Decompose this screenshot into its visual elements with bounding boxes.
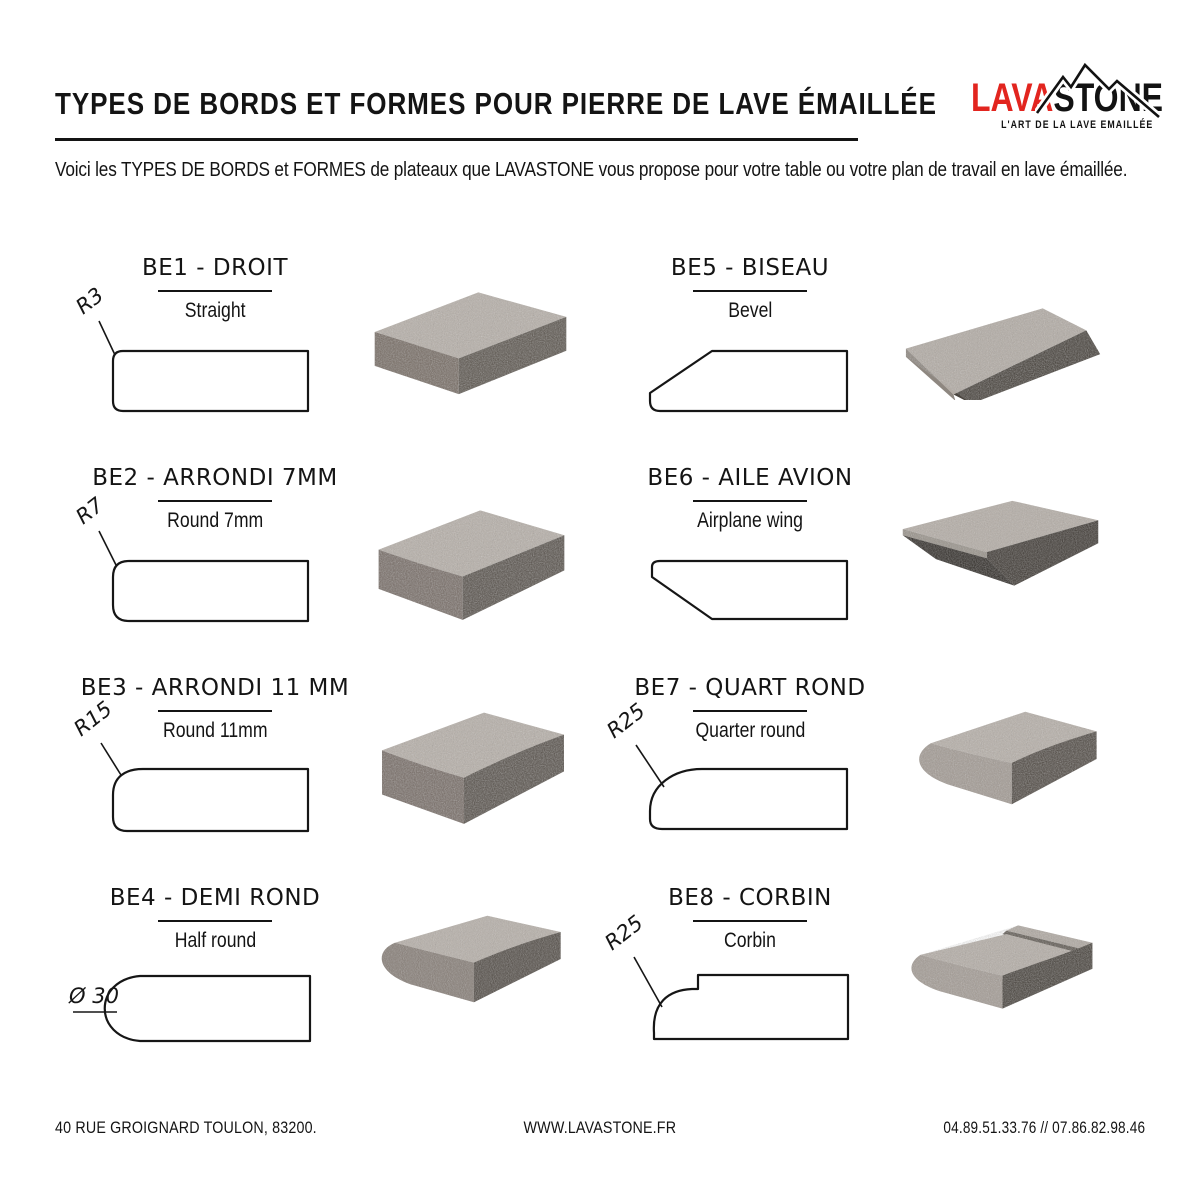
profile-drawing-be4 [55, 893, 375, 1063]
edge-subtitle: Straight [184, 299, 246, 322]
edge-title: BE7 - QUART ROND [634, 675, 866, 701]
edge-title: BE1 - DROIT [142, 255, 288, 281]
dimension-leader [99, 321, 115, 355]
mountain-halo [1037, 65, 1159, 117]
profile-drawing-be6 [590, 473, 910, 643]
stone-grain [382, 916, 561, 1002]
dimension-leader [99, 531, 116, 565]
edge-subtitle: Half round [174, 929, 256, 952]
brand-lava: LAVA [971, 76, 1054, 120]
dimension-label: R25 [600, 910, 648, 955]
edge-subtitle: Bevel [727, 299, 773, 322]
edge-profile-shape [650, 769, 847, 829]
edge-card-be6 [590, 455, 910, 650]
stone-image-be4 [366, 905, 578, 1013]
edge-title: BE8 - CORBIN [668, 885, 832, 911]
intro-text: Voici les TYPES DE BORDS et FORMES de plateaux que LAVASTONE vous propose pour votre table ou votre plan de travail en lave émaillée. [55, 158, 1128, 181]
edge-profile-shape [105, 976, 310, 1041]
brand-stone: STONE [1053, 76, 1164, 120]
edge-card-be8 [590, 875, 910, 1070]
stone-image-be6 [893, 492, 1108, 598]
lavastone-logo [923, 76, 1164, 131]
edge-profile-shape [652, 561, 847, 619]
edge-profile-shape [113, 769, 308, 831]
edge-subtitle: Corbin [724, 929, 776, 952]
brand-wordmark [923, 76, 1164, 120]
edge-profile-shape [654, 975, 848, 1039]
stone-grain [906, 308, 1100, 400]
edge-subtitle: Airplane wing [697, 509, 803, 532]
edge-subtitle: Round 7mm [166, 509, 264, 532]
dimension-label: Ø 30 [69, 984, 119, 1008]
dimension-label: R3 [71, 282, 109, 319]
edge-subtitle: Round 11mm [162, 719, 268, 742]
stone-grain [903, 501, 1098, 586]
dimension-leader [636, 745, 664, 787]
profile-drawing-be1 [55, 263, 375, 433]
edge-title: BE2 - ARRONDI 7MM [92, 465, 338, 491]
dimension-label: R7 [71, 492, 109, 529]
stone-image-be2 [363, 498, 578, 622]
dimension-leader [101, 743, 121, 775]
footer-address: 40 RUE GROIGNARD TOULON, 83200. [55, 1118, 317, 1137]
edge-card-be5 [590, 245, 910, 440]
mountain-icon [1035, 61, 1163, 119]
dimension-leader [634, 957, 662, 1007]
edge-card-be4 [55, 875, 375, 1070]
edge-card-be3 [55, 665, 375, 860]
dimension-label: R25 [602, 698, 650, 743]
edge-card-be7 [590, 665, 910, 860]
profile-drawing-be8 [590, 893, 910, 1063]
stone-image-be8 [895, 915, 1110, 1019]
stone-grain [919, 712, 1096, 804]
stone-grain [375, 292, 567, 394]
footer-phones: 04.89.51.33.76 // 07.86.82.98.46 [943, 1118, 1145, 1137]
edge-title: BE5 - BISEAU [670, 255, 830, 281]
stone-image-be5 [898, 290, 1116, 400]
edge-title: BE6 - AILE AVION [647, 465, 853, 491]
edge-subtitle: Quarter round [695, 719, 805, 742]
logo-tagline: L'ART DE LA LAVE EMAILLÉE [1000, 119, 1153, 131]
page-title-text: TYPES DE BORDS ET FORMES POUR PIERRE DE LAVE ÉMAILLÉE [55, 86, 937, 121]
profile-drawing-be7 [590, 683, 910, 853]
stone-grain [379, 510, 565, 620]
edge-profile-shape [650, 351, 847, 411]
stone-image-be1 [363, 283, 578, 396]
profile-drawing-be5 [590, 263, 910, 433]
edge-title: BE3 - ARRONDI 11 MM [80, 675, 350, 701]
footer-website: WWW.LAVASTONE.FR [523, 1118, 677, 1137]
edge-profile-shape [113, 561, 308, 621]
edge-title: BE4 - DEMI ROND [109, 885, 321, 911]
stone-image-be7 [900, 698, 1112, 816]
stone-grain [911, 925, 1092, 1008]
stone-grain [382, 713, 564, 824]
stone-image-be3 [360, 700, 580, 826]
profile-drawing-be2 [55, 473, 375, 643]
profile-drawing-be3 [55, 683, 375, 853]
edge-card-be2 [55, 455, 375, 650]
edge-card-be1 [55, 245, 375, 440]
dimension-label: R15 [69, 696, 117, 741]
header-divider [55, 138, 858, 141]
edge-profile-shape [113, 351, 308, 411]
